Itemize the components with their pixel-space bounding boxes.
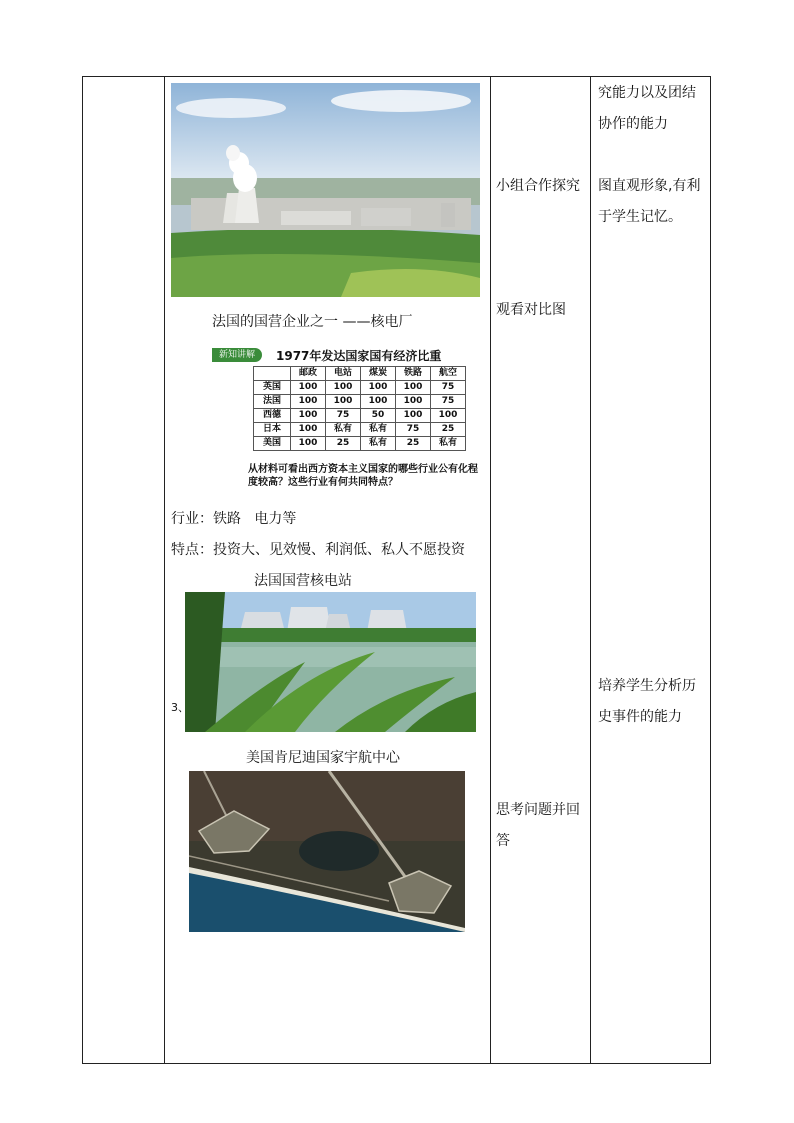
item-number: 3、 [171, 701, 189, 714]
table-header-cell: 铁路 [396, 367, 431, 381]
table-cell: 100 [326, 381, 361, 395]
table-cell: 法国 [254, 395, 291, 409]
table-row [254, 395, 466, 409]
table-cell: 私有 [326, 423, 361, 437]
table-cell: 私有 [361, 423, 396, 437]
activity-answer-line1: 思考问题并回 [496, 802, 580, 818]
table-header-cell [254, 367, 291, 381]
table-cell: 英国 [254, 381, 291, 395]
goal-teamwork-line2: 协作的能力 [598, 116, 668, 132]
table-cell: 100 [291, 395, 326, 409]
table-header-cell: 电站 [326, 367, 361, 381]
caption-nuclear-station: 法国国营核电站 [254, 573, 352, 589]
activity-answer-line2: 答 [496, 833, 510, 849]
industry-text: 行业：铁路 电力等 [171, 511, 297, 527]
table-header-cell: 航空 [431, 367, 466, 381]
column-divider [590, 77, 591, 1063]
table-cell: 美国 [254, 437, 291, 451]
column-divider [490, 77, 491, 1063]
table-cell: 100 [291, 381, 326, 395]
table-cell: 100 [396, 395, 431, 409]
slide-question-line2: 度较高？这些行业有何共同特点？ [248, 477, 398, 488]
column-divider [164, 77, 165, 1063]
table-cell: 75 [326, 409, 361, 423]
table-cell: 100 [326, 395, 361, 409]
table-cell: 25 [431, 423, 466, 437]
table-cell: 100 [431, 409, 466, 423]
goal-teamwork-line1: 究能力以及团结 [598, 85, 696, 101]
table-cell: 25 [396, 437, 431, 451]
table-cell: 25 [326, 437, 361, 451]
table-cell: 75 [396, 423, 431, 437]
caption-nasa: 美国肯尼迪国家宇航中心 [246, 750, 400, 766]
slide-badge: 新知讲解 [212, 348, 262, 362]
slide-question-line1: 从材料可看出西方资本主义国家的哪些行业公有化程 [248, 464, 478, 475]
table-cell: 西德 [254, 409, 291, 423]
activity-group-explore: 小组合作探究 [496, 178, 580, 194]
table-row [254, 409, 466, 423]
activity-compare-images: 观看对比图 [496, 302, 566, 318]
table-cell: 私有 [431, 437, 466, 451]
table-cell: 日本 [254, 423, 291, 437]
table-cell: 100 [291, 409, 326, 423]
table-header-cell: 邮政 [291, 367, 326, 381]
nuclear-station-photo [185, 592, 476, 732]
table-cell: 100 [396, 381, 431, 395]
table-cell: 50 [361, 409, 396, 423]
caption-nuclear-plant: 法国的国营企业之一 ——核电厂 [212, 314, 413, 330]
table-header-row [254, 367, 466, 381]
table-row [254, 423, 466, 437]
goal-memory-line2: 于学生记忆。 [598, 209, 682, 225]
table-cell: 75 [431, 395, 466, 409]
table-header-cell: 煤炭 [361, 367, 396, 381]
nuclear-plant-photo [171, 83, 480, 297]
table-cell: 私有 [361, 437, 396, 451]
space-center-photo [189, 771, 465, 932]
goal-analysis-line2: 史事件的能力 [598, 709, 682, 725]
economy-table [253, 366, 466, 451]
table-row [254, 437, 466, 451]
table-cell: 100 [396, 409, 431, 423]
features-text: 特点：投资大、见效慢、利润低、私人不愿投资 [171, 542, 465, 558]
table-cell: 100 [361, 381, 396, 395]
table-row [254, 381, 466, 395]
table-cell: 100 [291, 437, 326, 451]
table-cell: 100 [361, 395, 396, 409]
slide-title: 1977年发达国家国有经济比重 [276, 349, 442, 363]
goal-analysis-line1: 培养学生分析历 [598, 678, 696, 694]
goal-memory-line1: 图直观形象,有利 [598, 178, 701, 194]
table-cell: 75 [431, 381, 466, 395]
table-cell: 100 [291, 423, 326, 437]
